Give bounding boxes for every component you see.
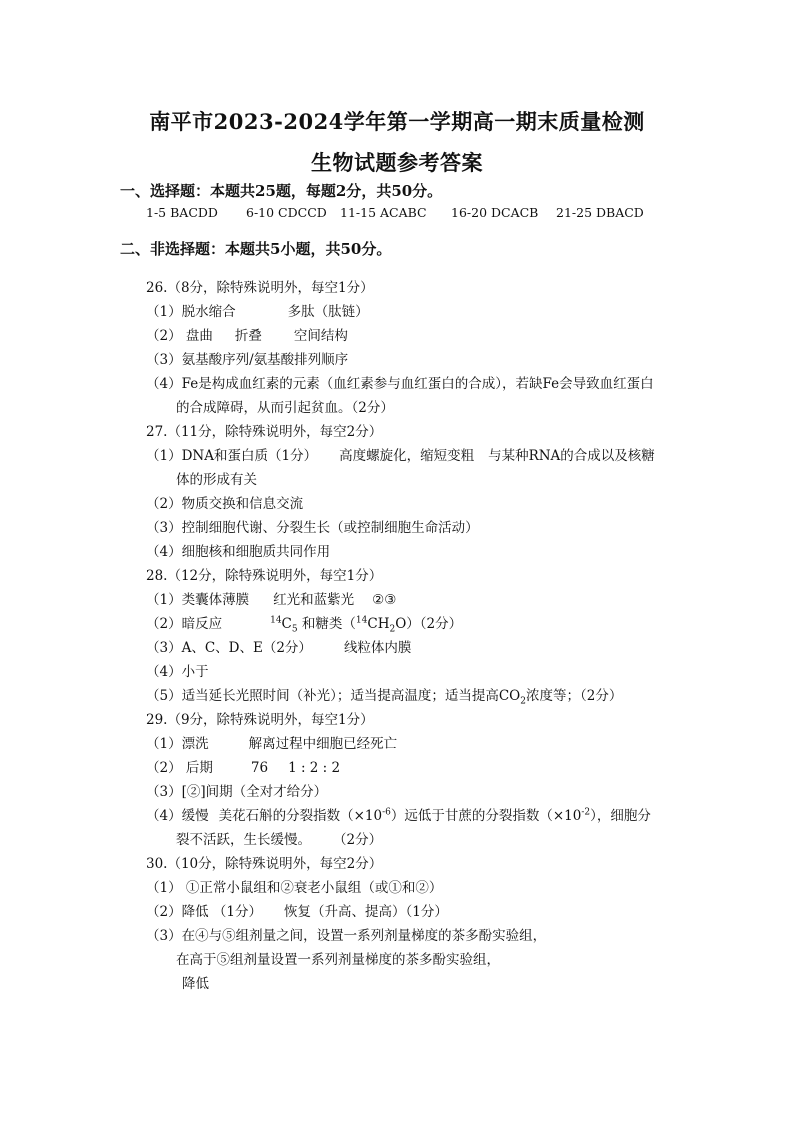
q28-2-sub-5: 5 bbox=[291, 624, 298, 635]
mc-answer-1-5: 1-5 BACDD bbox=[146, 205, 218, 220]
q28-5a: （5）适当延长光照时间（补光）；适当提高温度；适当提高CO bbox=[146, 688, 521, 704]
q29-2a: （2） 后期 bbox=[146, 760, 213, 776]
q29-4a: （4）缓慢 bbox=[146, 808, 209, 824]
q29-answer-4 bbox=[146, 804, 651, 824]
q27-answer-1-cont: 体的形成有关 bbox=[176, 472, 257, 488]
q28-1a: （1）类囊体薄膜 bbox=[146, 592, 250, 608]
q30-answer-3-cont: 在高于⑤组剂量设置一系列剂量梯度的茶多酚实验组， bbox=[176, 952, 500, 968]
mc-answer-21-25: 21-25 DBACD bbox=[556, 205, 644, 220]
q30-header: 30.（10分，除特殊说明外，每空2分） bbox=[146, 856, 383, 872]
q26-answer-2 bbox=[146, 324, 348, 344]
q29-answer-4-cont bbox=[176, 828, 382, 848]
q29-4c: ）远低于甘蔗的分裂指数（×10 bbox=[390, 808, 582, 824]
q28-2-end: O）（2分） bbox=[395, 616, 463, 632]
q29-4d: ），细胞分 bbox=[590, 808, 651, 824]
q28-3b: 线粒体内膜 bbox=[343, 640, 412, 656]
q26-2b: 折叠 bbox=[234, 328, 262, 344]
page-title: 南平市2023-2024学年第一学期高一期末质量检测 bbox=[149, 109, 645, 134]
q28-5-sub-2: 2 bbox=[520, 696, 526, 707]
section-2-heading: 二、非选择题：本题共5小题，共50分。 bbox=[120, 240, 392, 258]
q27-1c: 与某种RNA的合成以及核糖 bbox=[488, 448, 655, 464]
q26-1b: 多肽（肽链） bbox=[287, 304, 369, 320]
q29-4b: 美花石斛的分裂指数（×10 bbox=[218, 808, 383, 824]
q28-header: 28.（12分，除特殊说明外，每空1分） bbox=[146, 568, 383, 584]
q30-answer-2 bbox=[146, 900, 448, 920]
q26-answer-4: （4）Fe是构成血红素的元素（血红素参与血红蛋白的合成），若缺Fe会导致血红蛋白 bbox=[146, 376, 654, 392]
q28-answer-1 bbox=[146, 588, 396, 608]
q27-answer-4: （4）细胞核和细胞质共同作用 bbox=[146, 544, 331, 560]
q26-answer-3: （3）氨基酸序列/氨基酸排列顺序 bbox=[146, 352, 349, 368]
q30-2b: 恢复（升高、提高）（1分） bbox=[283, 904, 448, 920]
q28-answer-3 bbox=[146, 636, 411, 656]
q29-2c: 1 : 2 : 2 bbox=[288, 760, 341, 776]
mc-answer-6-10: 6-10 CDCCD bbox=[246, 205, 327, 220]
q28-2-mid: 和糖类（ bbox=[297, 616, 356, 632]
q26-header: 26.（8分，除特殊说明外，每空1分） bbox=[146, 280, 374, 296]
q28-answer-2 bbox=[146, 612, 462, 635]
q28-1b: 红光和蓝紫光 bbox=[273, 592, 355, 608]
page-subtitle: 生物试题参考答案 bbox=[311, 150, 483, 175]
q28-5-end: 浓度等；（2分） bbox=[525, 688, 623, 704]
q28-2-sup-14: 14 bbox=[270, 615, 282, 626]
q29-answer-1 bbox=[146, 732, 397, 752]
q29-1a: （1）漂洗 bbox=[146, 736, 209, 752]
mc-answer-11-15: 11-15 ACABC bbox=[340, 205, 427, 220]
q28-answer-4: （4）小于 bbox=[146, 664, 209, 680]
q29-4e: 裂不活跃，生长缓慢。 bbox=[176, 832, 311, 848]
q29-answer-2 bbox=[146, 756, 340, 776]
q29-4b-sup: -6 bbox=[382, 807, 391, 818]
q27-answer-2: （2）物质交换和信息交流 bbox=[146, 496, 304, 512]
q26-2c: 空间结构 bbox=[293, 328, 348, 344]
q26-1a: （1）脱水缩合 bbox=[146, 304, 236, 320]
q28-2a: （2）暗反应 bbox=[146, 616, 223, 632]
q29-1b: 解离过程中细胞已经死亡 bbox=[248, 736, 398, 752]
q28-answer-5 bbox=[146, 684, 622, 707]
q27-answer-3: （3）控制细胞代谢、分裂生长（或控制细胞生命活动） bbox=[146, 520, 479, 536]
q28-2-c: C bbox=[281, 616, 292, 632]
q30-2a: （2）降低 （1分） bbox=[146, 904, 262, 920]
q29-header: 29.（9分，除特殊说明外，每空1分） bbox=[146, 712, 374, 728]
q30-answer-1: （1） ①正常小鼠组和②衰老小鼠组（或①和②） bbox=[146, 880, 443, 896]
mc-answer-16-20: 16-20 DCACB bbox=[451, 205, 539, 220]
q30-answer-3-result: 降低 bbox=[182, 976, 209, 992]
q30-answer-3: （3）在④与⑤组剂量之间，设置一系列剂量梯度的茶多酚实验组， bbox=[146, 928, 547, 944]
q28-2-sub-2: 2 bbox=[389, 624, 396, 635]
q29-answer-3: （3）[②]间期（全对才给分） bbox=[146, 784, 328, 800]
q29-4c-sup: -2 bbox=[581, 807, 591, 818]
q27-header: 27.（11分，除特殊说明外，每空2分） bbox=[146, 424, 383, 440]
section-1-heading: 一、选择题：本题共25题，每题2分，共50分。 bbox=[120, 182, 443, 200]
q29-4f: （2分） bbox=[333, 832, 383, 848]
q27-answer-1 bbox=[146, 444, 655, 464]
q26-2a: （2） 盘曲 bbox=[146, 328, 213, 344]
q28-2-ch: CH bbox=[367, 616, 390, 632]
q27-1b: 高度螺旋化，缩短变粗 bbox=[339, 448, 475, 464]
q26-answer-4-cont: 的合成障碍，从而引起贫血。（2分） bbox=[176, 400, 394, 416]
q26-answer-1 bbox=[146, 300, 369, 320]
q28-1c: ②③ bbox=[372, 592, 397, 608]
q29-2b: 76 bbox=[250, 760, 269, 776]
q28-2-sup-14b: 14 bbox=[355, 615, 368, 626]
q27-1a: （1）DNA和蛋白质（1分） bbox=[146, 448, 318, 464]
q28-3a: （3）A、C、D、E（2分） bbox=[146, 640, 312, 656]
